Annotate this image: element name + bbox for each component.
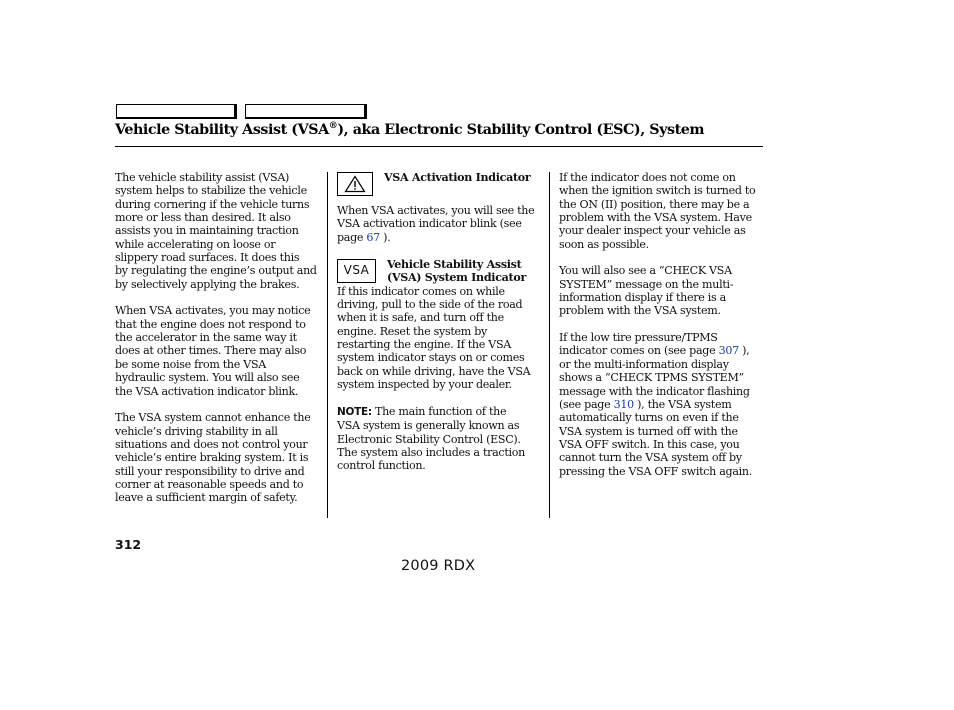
nav-tab-index[interactable] [245, 104, 367, 119]
page-number: 312 [115, 537, 142, 552]
page-link-307[interactable]: 307 [718, 344, 739, 358]
system-indicator-header [337, 258, 543, 285]
text-line: page 67 ). [337, 230, 391, 244]
text-line: shows a “CHECK TPMS SYSTEM” [559, 371, 744, 385]
text-line: VSA activation indicator blink (see [337, 217, 522, 231]
text-line: cannot turn the VSA system off by [559, 451, 742, 465]
text-line: problem with the VSA system. [559, 304, 721, 318]
text-line: system inspected by your dealer. [337, 378, 512, 392]
text-line: You will also see a “CHECK VSA [559, 264, 732, 278]
nav-tab-contents[interactable] [116, 104, 237, 119]
footer-model: 2009 RDX [401, 558, 476, 574]
text-line: indicator comes on (see page 307 ), [559, 344, 750, 358]
text-line: The vehicle stability assist (VSA) [115, 171, 290, 184]
text-line: problem with the VSA system. Have [559, 211, 752, 225]
text-line: more or less than desired. It also [115, 211, 291, 225]
text-line: be some noise from the VSA [115, 357, 266, 371]
text-line: system indicator stays on or comes [337, 351, 525, 365]
text-line: Electronic Stability Control (ESC). [337, 432, 521, 446]
text-line: information display if there is a [559, 291, 726, 305]
text-line: by regulating the engine’s output and [115, 264, 317, 278]
text-line: If the low tire pressure/TPMS [559, 331, 718, 345]
text-line: while accelerating on loose or [115, 237, 276, 251]
text-line: VSA system is generally known as [337, 419, 520, 433]
column-divider-1 [327, 172, 328, 518]
text-line: message with the indicator flashing [559, 384, 750, 398]
text-line: hydraulic system. You will also see [115, 371, 300, 385]
note-line: NOTE: The main function of the [337, 404, 507, 418]
column-indicators [337, 171, 543, 473]
text-line: your dealer inspect your vehicle as [559, 224, 746, 238]
text-line: leave a sufficient margin of safety. [115, 491, 298, 505]
warning-triangle-icon [337, 172, 373, 196]
text-line: When VSA activates, you may notice [115, 304, 311, 318]
page-link-310[interactable]: 310 [613, 397, 634, 411]
text-line: system helps to stabilize the vehicle [115, 184, 307, 198]
text-line: engine. Reset the system by [337, 324, 487, 338]
text-line: that the engine does not respond to [115, 317, 306, 331]
text-line: corner at reasonable speeds and to [115, 477, 304, 491]
text-line: control function. [337, 459, 426, 473]
column-troubleshooting [559, 171, 763, 478]
text-line: when the ignition switch is turned to [559, 184, 756, 198]
text-line: pressing the VSA OFF switch again. [559, 464, 752, 478]
page-link-67[interactable]: 67 [366, 230, 380, 244]
text-line: the ON (II) position, there may be a [559, 197, 750, 211]
text-line: VSA OFF switch. In this case, you [559, 437, 740, 451]
text-line: vehicle’s driving stability in all [115, 424, 278, 438]
text-line: vehicle’s entire braking system. It is [115, 451, 309, 465]
system-indicator-heading-1: Vehicle Stability Assist [387, 258, 522, 272]
text-line: restarting the engine. If the VSA [337, 338, 511, 352]
text-line: slippery road surfaces. It does this [115, 251, 300, 265]
text-line: SYSTEM” message on the multi- [559, 277, 734, 291]
text-line: If the indicator does not come on [559, 171, 736, 184]
note-label: NOTE: [337, 405, 372, 418]
text-line: the accelerator in the same way it [115, 331, 297, 345]
activation-indicator-header [337, 171, 543, 196]
column-divider-2 [549, 172, 550, 518]
text-line: The VSA system cannot enhance the [115, 411, 311, 425]
text-line: during cornering if the vehicle turns [115, 197, 310, 211]
text-line: When VSA activates, you will see the [337, 204, 535, 217]
text-line: the VSA activation indicator blink. [115, 384, 299, 398]
text-line: VSA system is turned off with the [559, 424, 738, 438]
text-line: driving, pull to the side of the road [337, 298, 523, 312]
page-title: Vehicle Stability Assist (VSA®), aka Electronic Stability Control (ESC), System [115, 121, 705, 138]
activation-indicator-heading: VSA Activation Indicator [384, 171, 531, 184]
system-indicator-heading-2: (VSA) System Indicator [387, 271, 527, 285]
text-line: (see page 310 ), the VSA system [559, 397, 732, 411]
text-line: does at other times. There may also [115, 344, 307, 358]
vsa-indicator-icon: VSA [337, 259, 376, 283]
column-intro [115, 171, 320, 505]
text-line: when it is safe, and turn off the [337, 311, 504, 325]
text-line: or the multi-information display [559, 357, 729, 371]
text-line: still your responsibility to drive and [115, 464, 305, 478]
text-line: If this indicator comes on while [337, 284, 505, 298]
text-line: soon as possible. [559, 237, 649, 251]
text-line: by selectively applying the brakes. [115, 277, 300, 291]
text-line: automatically turns on even if the [559, 411, 739, 425]
text-line: assists you in maintaining traction [115, 224, 299, 238]
text-line: situations and does not control your [115, 437, 308, 451]
title-divider [115, 146, 763, 147]
text-line: back on while driving, have the VSA [337, 364, 531, 378]
text-line: The system also includes a traction [337, 445, 525, 459]
